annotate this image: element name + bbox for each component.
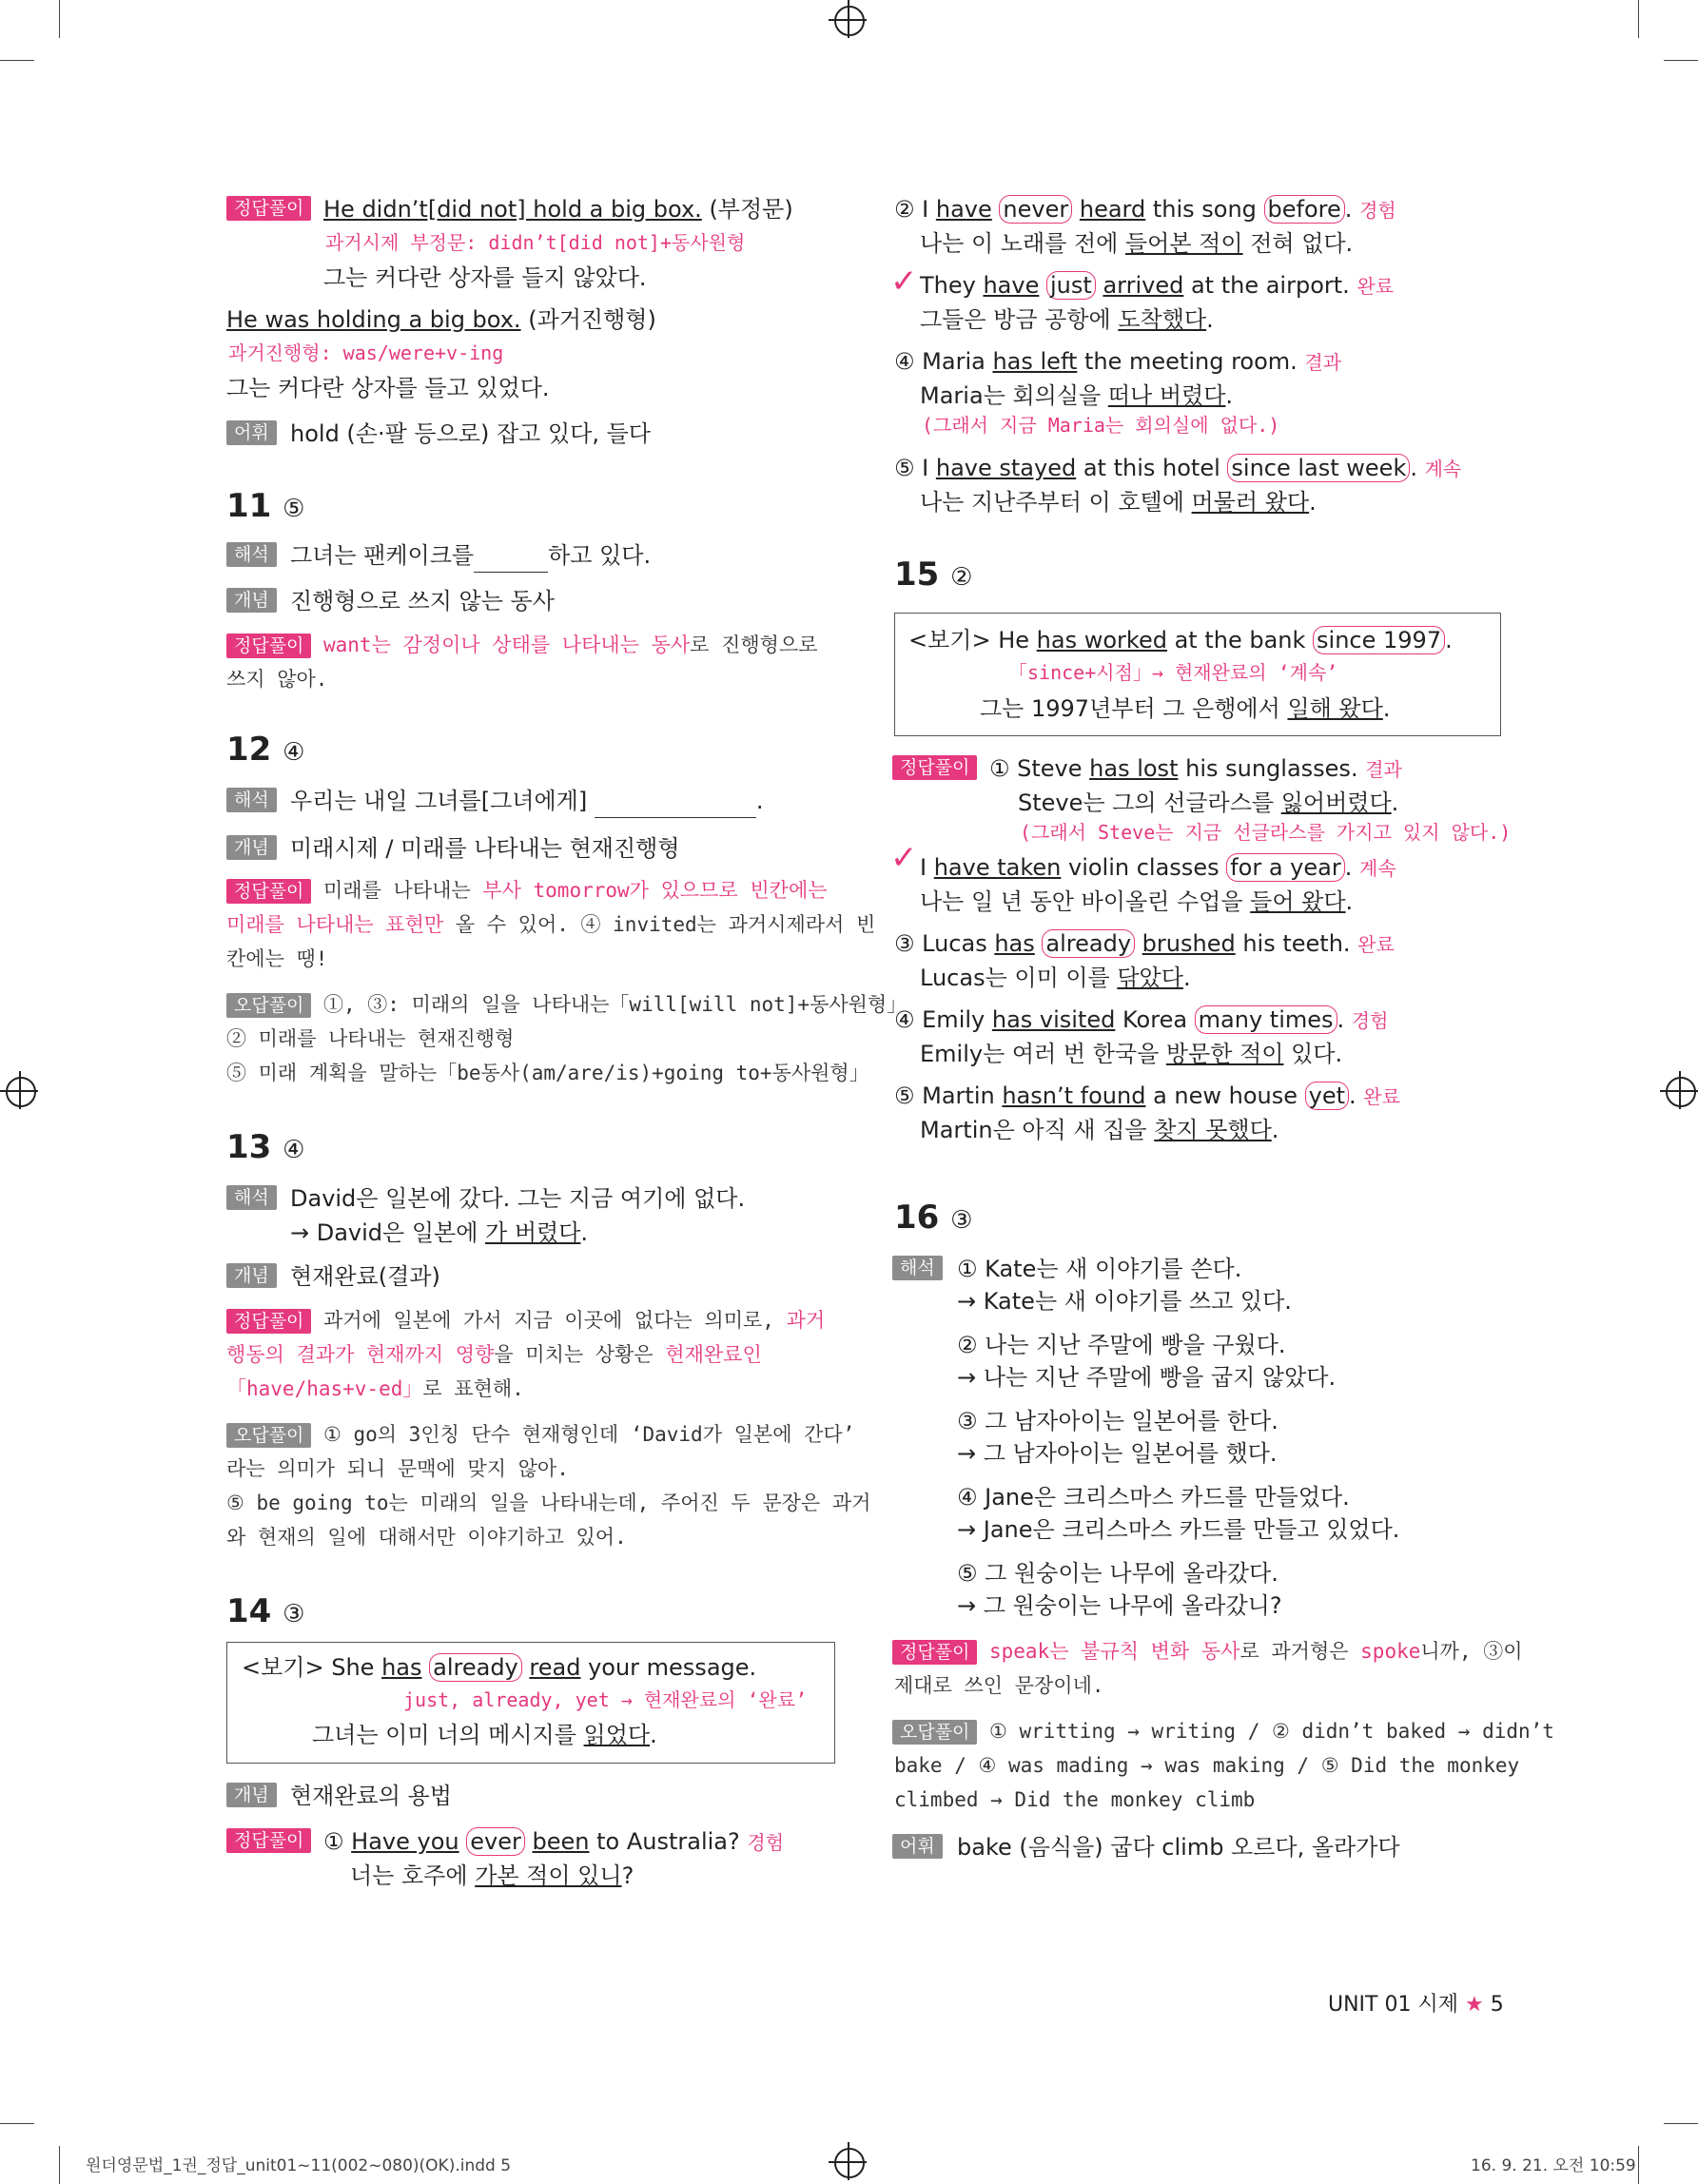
crop-mark [59, 2146, 60, 2184]
interp-tag: 해석 [226, 542, 277, 567]
answer-sentence: ⑤ I have stayed at this hotel since last week . 계속 [894, 455, 1462, 481]
korean-translation: Maria는 회의실을 떠나 버렸다. [920, 382, 1234, 409]
answer-sentence: ④ Maria has left the meeting room. 결과 [894, 348, 1342, 375]
question-number: 13 ④ [226, 1128, 305, 1166]
answer-tag: 정답풀이 [892, 755, 977, 780]
interp-text: ③ 그 남자아이는 일본어를 한다. [957, 1408, 1278, 1434]
korean-translation: 나는 일 년 동안 바이올린 수업을 들어 왔다. [920, 888, 1354, 915]
handwritten-note: 과거시제 부정문: didn’t[did not]+동사원형 [325, 231, 746, 254]
answer-tag: 정답풀이 [226, 1828, 311, 1853]
concept-text: 현재완료(결과) [290, 1263, 440, 1290]
crop-mark [1664, 60, 1698, 61]
print-date: 16. 9. 21. 오전 10:59 [1471, 2156, 1636, 2175]
korean-translation: 그는 1997년부터 그 은행에서 일해 왔다. [980, 695, 1391, 722]
answer-sentence: ④ Emily has visited Korea many times . 경험 [894, 1006, 1389, 1033]
wrong-tag: 오답풀이 [226, 993, 311, 1018]
interp-text: David은 일본에 갔다. 그는 지금 여기에 없다. [290, 1185, 746, 1212]
interp-tag: 해석 [226, 1185, 277, 1210]
question-number: 14 ③ [226, 1592, 305, 1630]
handwritten-note: just, already, yet → 현재완료의 ‘완료’ [403, 1688, 808, 1711]
sentence: He didn’t[did not] hold a big box. (부정문) [323, 196, 793, 223]
handwritten-note: 「since+시점」→ 현재완료의 ‘계속’ [1008, 661, 1338, 684]
wrong-text: 와 현재의 일에 대해서만 이야기하고 있어. [226, 1526, 627, 1549]
answer-text: 「have/has+v-ed」로 표현해. [226, 1377, 524, 1400]
interp-text: → Kate는 새 이야기를 쓰고 있다. [957, 1288, 1292, 1315]
korean-translation: Martin은 아직 새 집을 찾지 못했다. [920, 1117, 1279, 1143]
korean-translation: 그들은 방금 공항에 도착했다. [920, 306, 1214, 333]
interp-text: → 나는 지난 주말에 빵을 굽지 않았다. [957, 1364, 1337, 1391]
interp-tag: 해석 [892, 1256, 943, 1280]
crop-mark [0, 2123, 34, 2124]
handwritten-note: 과거진행형: was/were+v-ing [228, 341, 504, 364]
korean-translation: Steve는 그의 선글라스를 잃어버렸다. [1018, 790, 1399, 816]
answer-text: 미래를 나타내는 표현만 올 수 있어. ④ invited는 과거시제라서 빈 [226, 913, 876, 936]
wrong-text: ⑤ be going to는 미래의 일을 나타내는데, 주어진 두 문장은 과거 [226, 1492, 871, 1514]
answer-tag: 정답풀이 [226, 1309, 311, 1334]
answer-tag: 정답풀이 [226, 196, 311, 221]
wrong-text: ② 미래를 나타내는 현재진행형 [226, 1027, 515, 1050]
korean-translation: 그는 커다란 상자를 들지 않았다. [323, 264, 647, 291]
wrong-text: ① go의 3인칭 단수 현재형인데 ‘David가 일본에 간다’ [323, 1423, 855, 1446]
interp-tag: 해석 [226, 788, 277, 812]
korean-translation: Emily는 여러 번 한국을 방문한 적이 있다. [920, 1041, 1343, 1067]
wrong-tag: 오답풀이 [226, 1423, 311, 1448]
question-number: 16 ③ [894, 1199, 973, 1237]
korean-translation: 너는 호주에 가본 적이 있니? [350, 1862, 634, 1889]
star-icon: ★ [1464, 1993, 1484, 2017]
crop-mark [1664, 2123, 1698, 2124]
page-footer-unit: UNIT 01 시제 ★ 5 [1328, 1993, 1504, 2017]
korean-translation: 나는 이 노래를 전에 들어본 적이 전혀 없다. [920, 230, 1354, 257]
wrong-text: ①, ③: 미래의 일을 나타내는「will[will not]+동사원형」 [323, 993, 908, 1016]
question-number: 15 ② [894, 556, 973, 594]
vocab-text: bake (음식을) 굽다 climb 오르다, 올라가다 [957, 1834, 1400, 1861]
file-info: 원더영문법_1권_정답_unit01~11(002~080)(OK).indd 5 [86, 2156, 512, 2175]
korean-translation: 나는 지난주부터 이 호텔에 머물러 왔다. [920, 489, 1317, 516]
registration-mark-icon [834, 6, 865, 36]
interp-text: → David은 일본에 가 버렸다. [290, 1219, 589, 1246]
answer-sentence: ⑤ Martin hasn’t found a new house yet . 완료 [894, 1082, 1400, 1109]
vocab-text: hold (손·팔 등으로) 잡고 있다, 들다 [290, 420, 651, 447]
answer-sentence: ① Have you ever been to Australia? 경험 [323, 1828, 785, 1855]
concept-tag: 개념 [226, 588, 277, 613]
wrong-text: ⑤ 미래 계획을 말하는「be동사(am/are/is)+going to+동사원형」 [226, 1062, 869, 1084]
registration-mark-icon [6, 1077, 36, 1107]
interp-text: 우리는 내일 그녀를[그녀에게] . [290, 784, 763, 818]
answer-sentence: ① Steve has lost his sunglasses. 결과 [989, 755, 1402, 782]
wrong-text: bake / ④ was mading → was making / ⑤ Did the monkey [894, 1754, 1520, 1777]
crop-mark [1638, 2146, 1639, 2184]
interp-text: ④ Jane은 크리스마스 카드를 만들었다. [957, 1484, 1350, 1511]
question-number: 12 ④ [226, 731, 305, 769]
question-number: 11 ⑤ [226, 487, 305, 525]
sentence: He was holding a big box. (과거진행형) [226, 306, 656, 333]
korean-translation: 그녀는 이미 너의 메시지를 읽었다. [312, 1722, 657, 1748]
answer-text: speak는 불규칙 변화 동사로 과거형은 spoke니까, ③이 [989, 1640, 1523, 1663]
registration-mark-icon [834, 2148, 865, 2178]
answer-text: 과거에 일본에 가서 지금 이곳에 없다는 의미로, 과거 [323, 1309, 826, 1332]
concept-text: 미래시제 / 미래를 나타내는 현재진행형 [290, 835, 680, 862]
wrong-tag: 오답풀이 [892, 1720, 977, 1745]
concept-tag: 개념 [226, 1783, 277, 1807]
concept-tag: 개념 [226, 1263, 277, 1288]
concept-text: 현재완료의 용법 [290, 1783, 452, 1809]
crop-mark [0, 60, 34, 61]
vocab-tag: 어휘 [892, 1834, 943, 1859]
answer-text: want는 감정이나 상태를 나타내는 동사로 진행형으로 [323, 634, 818, 656]
interp-text: → Jane은 크리스마스 카드를 만들고 있었다. [957, 1516, 1400, 1543]
answer-text: 쓰지 않아. [226, 668, 328, 691]
interp-text: 그녀는 팬케이크를 하고 있다. [290, 538, 651, 573]
interp-text: → 그 남자아이는 일본어를 했다. [957, 1440, 1278, 1467]
wrong-text: climbed → Did the monkey climb [894, 1788, 1256, 1811]
vocab-tag: 어휘 [226, 420, 277, 445]
answer-text: 행동의 결과가 현재까지 영향을 미치는 상황은 현재완료인 [226, 1343, 762, 1366]
wrong-text: 라는 의미가 되니 문맥에 맞지 않아. [226, 1457, 569, 1480]
answer-sentence: They have just arrived at the airport. 완료 [920, 272, 1395, 299]
concept-text: 진행형으로 쓰지 않는 동사 [290, 588, 555, 614]
answer-sentence: I have taken violin classes for a year . 계속 [920, 854, 1396, 881]
example-sentence: <보기> She has already read your message. [242, 1654, 757, 1681]
interp-text: → 그 원숭이는 나무에 올라갔니? [957, 1592, 1282, 1619]
answer-sentence: ③ Lucas has already brushed his teeth. 완료 [894, 930, 1395, 957]
answer-text: 미래를 나타내는 부사 tomorrow가 있으므로 빈칸에는 [323, 879, 828, 902]
handwritten-note: (그래서 지금 Maria는 회의실에 없다.) [922, 414, 1280, 437]
crop-mark [59, 0, 60, 38]
korean-translation: 그는 커다란 상자를 들고 있었다. [226, 375, 550, 401]
answer-text: 칸에는 땡! [226, 947, 328, 970]
interp-text: ⑤ 그 원숭이는 나무에 올라갔다. [957, 1560, 1278, 1587]
answer-text: 제대로 쓰인 문장이네. [894, 1674, 1104, 1697]
answer-tag: 정답풀이 [892, 1640, 977, 1665]
handwritten-note: (그래서 Steve는 지금 선글라스를 가지고 있지 않다.) [1020, 821, 1512, 844]
interp-text: ① Kate는 새 이야기를 쓴다. [957, 1256, 1242, 1282]
korean-translation: Lucas는 이미 이를 닦았다. [920, 965, 1191, 991]
interp-text: ② 나는 지난 주말에 빵을 구웠다. [957, 1332, 1286, 1358]
example-sentence: <보기> He has worked at the bank since 1997 . [908, 627, 1453, 653]
answer-tag: 정답풀이 [226, 634, 311, 658]
concept-tag: 개념 [226, 835, 277, 860]
answer-sentence: ② I have never heard this song before . 경험 [894, 196, 1396, 223]
crop-mark [1638, 0, 1639, 38]
check-mark-icon: ✓ [890, 839, 918, 877]
answer-tag: 정답풀이 [226, 879, 311, 904]
registration-mark-icon [1666, 1077, 1696, 1107]
wrong-text: ① writting → writing / ② didn’t baked → didn’t [989, 1720, 1554, 1743]
check-mark-icon: ✓ [890, 263, 918, 301]
